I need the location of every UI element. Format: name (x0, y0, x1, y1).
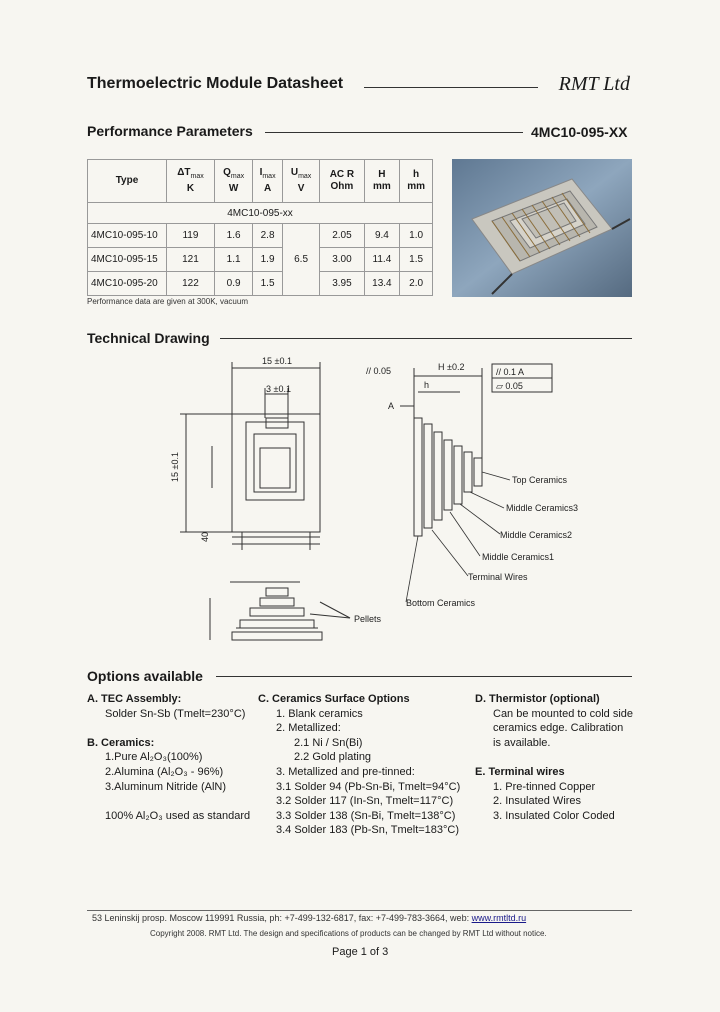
cell: 3.95 (320, 272, 364, 296)
document-title: Thermoelectric Module Datasheet (87, 75, 344, 92)
option-item: 3.1 Solder 94 (Pb-Sn-Bi, Tmelt=94°C) (276, 780, 461, 793)
cell: 4MC10-095-15 (88, 248, 167, 272)
option-item (87, 721, 257, 736)
option-item: 3. Insulated Color Coded (493, 809, 615, 822)
dim-h: h (424, 380, 430, 390)
footer-copyright: Copyright 2008. RMT Ltd. The design and specifications of products can be changed by RMT Ltd without notice. (150, 929, 547, 938)
cell: 1.6 (214, 224, 252, 248)
option-item (475, 750, 640, 765)
dim-lead: 40 (200, 531, 210, 542)
cell: 3.00 (320, 248, 364, 272)
cell: 1.5 (400, 248, 433, 272)
option-item: 100% Al₂O₃ used as standard (105, 809, 251, 822)
group-label: 4MC10-095-xx (88, 203, 433, 224)
option-item: 2.Alumina (Al₂O₃ - 96%) (105, 765, 224, 778)
option-heading: B. Ceramics: (87, 736, 155, 749)
performance-table (87, 159, 433, 296)
label-middle-ceramics2: Middle Ceramics2 (500, 530, 573, 540)
cell: 13.4 (364, 272, 400, 296)
product-photo (452, 159, 632, 297)
footer-address (92, 913, 526, 923)
option-item: 1.Pure Al₂O₃(100%) (105, 751, 203, 764)
cell: 2.8 (253, 224, 283, 248)
cell: 11.4 (364, 248, 400, 272)
option-item: 2. Metallized: (276, 722, 341, 735)
options-heading: Options available (87, 668, 203, 684)
option-item (87, 794, 257, 809)
cell: 1.1 (214, 248, 252, 272)
option-item: 1. Blank ceramics (276, 707, 363, 720)
umax-cell: 6.5 (282, 224, 319, 296)
cell: 9.4 (364, 224, 400, 248)
label-middle-ceramics1: Middle Ceramics1 (482, 552, 555, 562)
col-imax: $I_{max}$ A (253, 160, 283, 203)
option-item: is available. (493, 736, 551, 749)
tolerance-box-1: // 0.1 A (496, 367, 525, 377)
options-col-assembly-ceramics (87, 692, 257, 823)
cell: 122 (167, 272, 215, 296)
option-item: 1. Pre-tinned Copper (493, 780, 596, 793)
label-middle-ceramics3: Middle Ceramics3 (506, 503, 579, 513)
datum-A: A (388, 401, 395, 411)
col-type: Type (88, 160, 167, 203)
model-number: 4MC10-095-XX (531, 124, 628, 140)
header-rule (364, 87, 538, 88)
website-link[interactable]: www.rmtltd.ru (471, 913, 527, 923)
col-umax: $U_{max}$ V (282, 160, 319, 203)
option-heading: A. TEC Assembly: (87, 693, 182, 705)
label-pellets: Pellets (354, 614, 382, 624)
dim-width: 15 ±0.1 (262, 356, 292, 366)
options-col-thermistor-wires (475, 692, 640, 823)
option-item: Can be mounted to cold side (493, 707, 634, 720)
dim-height: 15 ±0.1 (170, 452, 180, 482)
option-item: 3. Metallized and pre-tinned: (276, 765, 415, 778)
col-h: h mm (400, 160, 433, 203)
dim-inner: 3 ±0.1 (266, 384, 291, 394)
option-heading: C. Ceramics Surface Options (258, 693, 410, 705)
dim-flat: // 0.05 (366, 366, 392, 376)
cell: 4MC10-095-20 (88, 272, 167, 296)
cell: 1.9 (253, 248, 283, 272)
option-item: ceramics edge. Calibration (493, 722, 624, 735)
cell: 1.0 (400, 224, 433, 248)
technical-drawing (170, 352, 610, 652)
table-note: Performance data are given at 300K, vacuum (87, 297, 248, 306)
col-dtmax: $\Delta T_{max}$ K (167, 160, 215, 203)
cell: 1.5 (253, 272, 283, 296)
brand-logo: RMT Ltd (558, 73, 630, 95)
option-item: 2.2 Gold plating (294, 751, 372, 764)
table-row (88, 248, 433, 272)
performance-rule (265, 132, 523, 133)
page-number: Page 1 of 3 (332, 946, 389, 958)
col-qmax: $Q_{max}$ W (214, 160, 252, 203)
label-top-ceramics: Top Ceramics (512, 475, 568, 485)
options-rule (216, 676, 632, 677)
footer-contact: 53 Leninskij prosp. Moscow 119991 Russia, ph: +7-499-132-6817, fax: +7-499-783-3664, web: (92, 913, 472, 923)
drawing-heading: Technical Drawing (87, 330, 210, 346)
dim-H: H ±0.2 (438, 362, 465, 372)
col-H: H mm (364, 160, 400, 203)
option-item: 2.1 Ni / Sn(Bi) (294, 736, 363, 749)
label-bottom-ceramics: Bottom Ceramics (406, 598, 476, 608)
drawing-rule (220, 338, 632, 339)
option-item: 2. Insulated Wires (493, 795, 582, 808)
option-item: 3.4 Solder 183 (Pb-Sn, Tmelt=183°C) (276, 824, 460, 837)
option-item: 3.Aluminum Nitride (AlN) (105, 780, 227, 793)
cell: 121 (167, 248, 215, 272)
cell: 4MC10-095-10 (88, 224, 167, 248)
options-col-surface (258, 692, 473, 838)
tolerance-box-2: ▱ 0.05 (496, 381, 523, 391)
table-row (88, 272, 433, 296)
option-item: 3.2 Solder 117 (In-Sn, Tmelt=117°C) (276, 795, 454, 808)
cell: 119 (167, 224, 215, 248)
cell: 2.05 (320, 224, 364, 248)
table-header-row (88, 160, 433, 203)
option-heading: E. Terminal wires (475, 765, 565, 778)
performance-heading: Performance Parameters (87, 123, 253, 139)
table-row (88, 224, 433, 248)
cell: 0.9 (214, 272, 252, 296)
col-acr: AC R Ohm (320, 160, 364, 203)
option-item: 3.3 Solder 138 (Sn-Bi, Tmelt=138°C) (276, 809, 456, 822)
option-item: Solder Sn-Sb (Tmelt=230°C) (105, 707, 246, 720)
footer-rule (87, 910, 632, 911)
cell: 2.0 (400, 272, 433, 296)
option-heading: D. Thermistor (optional) (475, 693, 600, 705)
label-terminal-wires: Terminal Wires (468, 572, 528, 582)
